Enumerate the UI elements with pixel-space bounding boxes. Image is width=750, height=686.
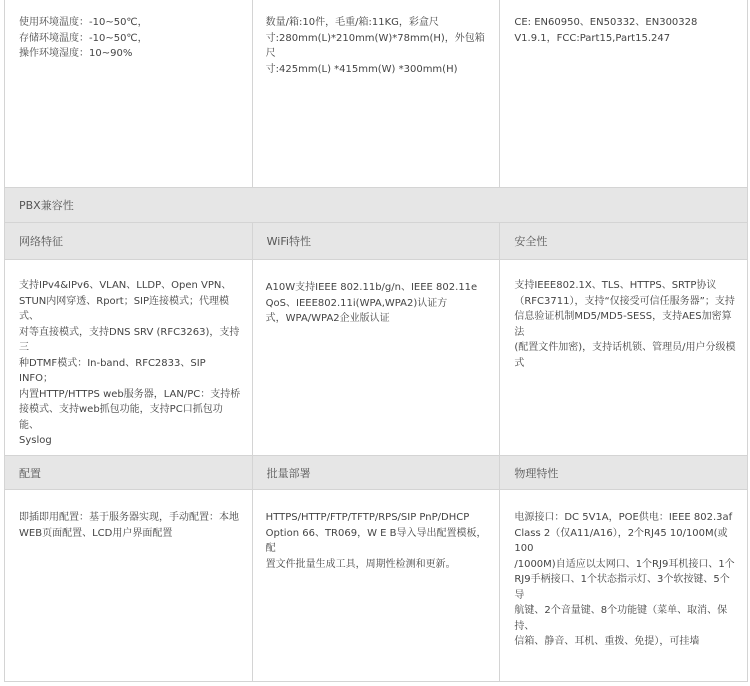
security-text: 支持IEEE802.1X、TLS、HTTPS、SRTP协议 （RFC3711），支持“仅接受可信任服务器”；支持 信息验证机制MD5/MD5-SESS，支持AES加密算法 (配置文件加密)，支持话机锁、管理员/用户分级模式 xyxy=(514,280,736,369)
row-top xyxy=(5,0,747,187)
cell-network-features xyxy=(5,260,253,455)
wifi-features-text: A10W支持IEEE 802.11b/g/n、IEEE 802.11e QoS、IEEE802.11i(WPA,WPA2)认证方 式，WPA/WPA2企业版认证 xyxy=(265,282,478,324)
packaging-text: 数量/箱:10件，毛重/箱:11KG，彩盒尺 寸:280mm(L)*210mm(W)*78mm(H)，外包箱尺 寸:425mm(L) *415mm(W) *300mm(H) xyxy=(265,17,485,75)
physical-features-text: 电源接口：DC 5V1A，POE供电：IEEE 802.3af Class 2（仅A11/A16），2个RJ45 10/100M(或100 /1000M)自适应以太网口、1个RJ9耳机接口、1个 RJ9手柄接口、1个状态指示灯、3个软按键、5个导 航键、2个音量键、8个功能键（菜单、取消、保持、 信箱、静音、耳机、重拨、免提），可挂墙 xyxy=(514,512,735,647)
cell-physical-features xyxy=(500,490,747,682)
certification-text: CE: EN60950、EN50332、EN300328 V1.9.1，FCC:Part15,Part15.247 xyxy=(514,17,698,44)
header-row-a xyxy=(5,223,747,260)
spec-table xyxy=(4,0,748,682)
environment-text: 使用环境温度：-10~50℃， 存储环境温度：-10~50℃， 操作环境湿度：10~90% xyxy=(19,17,148,59)
cell-wifi-features xyxy=(253,260,501,455)
cell-environment xyxy=(5,0,253,187)
header-wifi-features: WiFi特性 xyxy=(253,223,501,259)
header-row-b xyxy=(5,455,747,490)
network-features-text: 支持IPv4&IPv6、VLAN、LLDP、Open VPN、 STUN内网穿透、Rport；SIP连接模式；代理模式、 对等直接模式，支持DNS SRV (RFC3263)，支持三 种DTMF模式：In-band、RFC2833、SIP INFO； 内置HTTP/HTTPS web服务器，LAN/PC：支持桥 接模式、支持web抓包功能，支持PC口抓包功能、 Syslog xyxy=(19,280,241,446)
content-row-b xyxy=(5,490,747,682)
header-network-features: 网络特征 xyxy=(5,223,253,259)
cell-security xyxy=(500,260,747,455)
cell-batch-deployment xyxy=(253,490,501,682)
batch-deployment-text: HTTPS/HTTP/FTP/TFTP/RPS/SIP PnP/DHCP Option 66、TR069，W E B导入导出配置模板，配 置文件批量生成工具，周期性检测和更新。 xyxy=(265,512,487,570)
header-configuration: 配置 xyxy=(5,456,253,489)
cell-configuration xyxy=(5,490,253,682)
content-row-a xyxy=(5,260,747,455)
cell-certification xyxy=(500,0,747,187)
header-physical-features: 物理特性 xyxy=(514,466,559,480)
configuration-text: 即插即用配置：基于服务器实现，手动配置：本地 WEB页面配置、LCD用户界面配置 xyxy=(19,512,239,539)
header-batch-deployment: 批量部署 xyxy=(253,456,501,489)
header-security: 安全性 xyxy=(514,235,548,248)
cell-packaging xyxy=(253,0,501,187)
pbx-compatibility-header: PBX兼容性 xyxy=(5,187,747,223)
